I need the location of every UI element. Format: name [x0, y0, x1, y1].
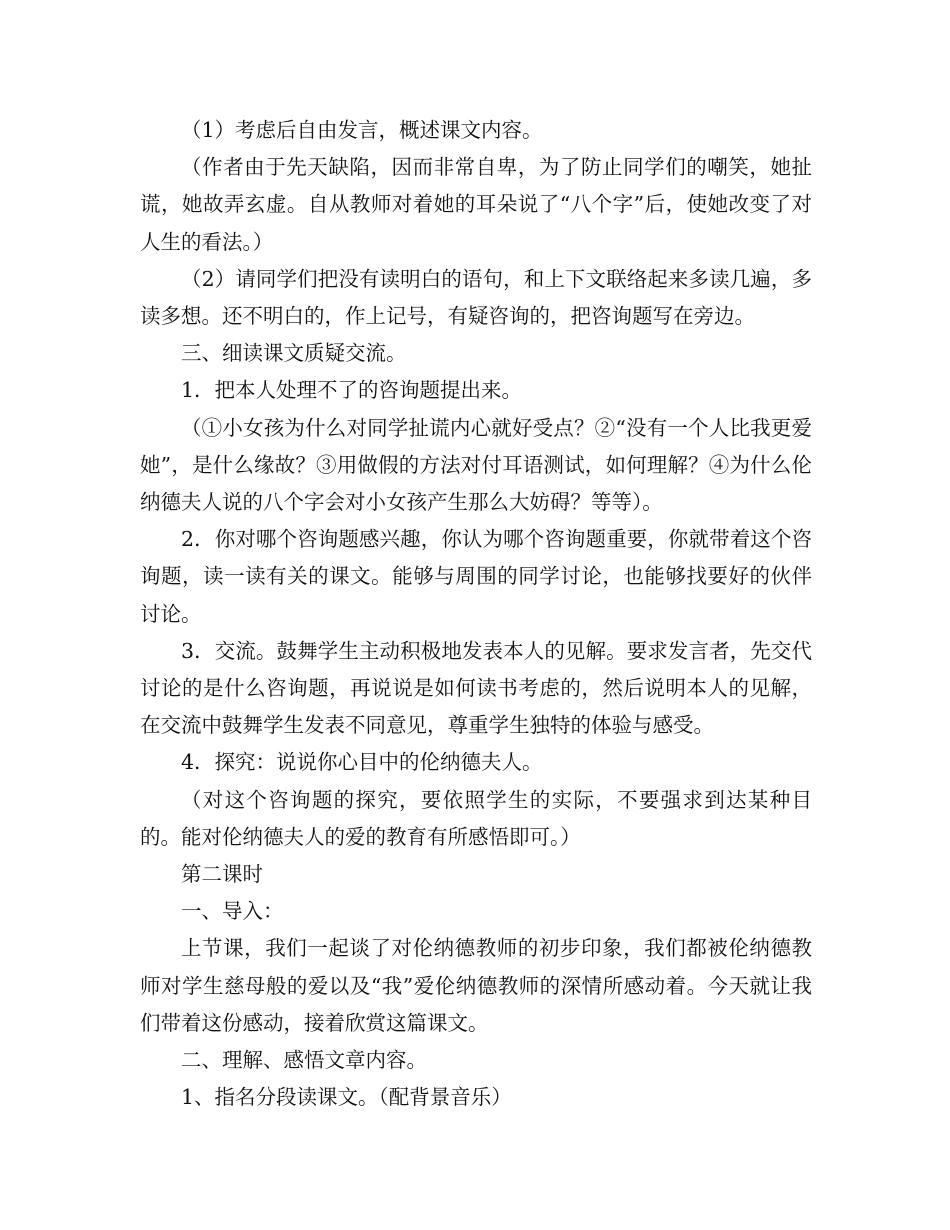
paragraph-questions: （①小女孩为什么对同学扯谎内心就好受点？②“没有一个人比我更爱她”，是什么缘故？③用做假的方法对付耳语测试，如何理解？④为什么伦纳德夫人说的八个字会对小女孩产生那么大妨碍？等等）。: [140, 415, 812, 515]
paragraph-item-1: 1．把本人处理不了的咨询题提出来。: [181, 378, 523, 403]
section-heading-3: 三、细读课文质疑交流。: [181, 341, 407, 366]
document-page: [140, 112, 812, 1116]
section-heading-intro: 一、导入：: [181, 899, 284, 924]
paragraph-step-2: （2）请同学们把没有读明白的语句，和上下文联络起来多读几遍，多读多想。还不明白的，作上记号，有疑咨询的，把咨询题写在旁边。: [140, 266, 812, 329]
paragraph-step-1: （1）考虑后自由发言，概述课文内容。: [181, 118, 543, 142]
paragraph-item-4: 4．探究：说说你心目中的伦纳德夫人。: [181, 750, 543, 775]
paragraph-summary-answer: （作者由于先天缺陷，因而非常自卑，为了防止同学们的嘲笑，她扯谎，她故弄玄虚。自从教师对着她的耳朵说了“八个字”后，使她改变了对人生的看法。）: [140, 155, 812, 254]
paragraph-read-aloud: 1、指名分段读课文。（配背景音乐）: [181, 1085, 512, 1110]
paragraph-item-2: 2．你对哪个咨询题感兴趣，你认为哪个咨询题重要，你就带着这个咨询题，读一读有关的课文。能够与周围的同学讨论，也能够找要好的伙伴讨论。: [140, 527, 812, 626]
section-heading-understand: 二、理解、感悟文章内容。: [181, 1048, 427, 1073]
paragraph-explore-note: （对这个咨询题的探究，要依照学生的实际，不要强求到达某种目的。能对伦纳德夫人的爱的教育有所感悟即可。）: [140, 787, 812, 849]
paragraph-item-3: 3．交流。鼓舞学生主动积极地发表本人的见解。要求发言者，先交代讨论的是什么咨询题，再说说是如何读书考虑的，然后说明本人的见解，在交流中鼓舞学生发表不同意见，尊重学生独特的体验与感受。: [140, 638, 812, 738]
lesson-heading-second: 第二课时: [181, 862, 263, 887]
paragraph-intro-text: 上节课，我们一起谈了对伦纳德教师的初步印象，我们都被伦纳德教师对学生慈母般的爱以及“我”爱伦纳德教师的深情所感动着。今天就让我们带着这份感动，接着欣赏这篇课文。: [140, 936, 812, 1035]
